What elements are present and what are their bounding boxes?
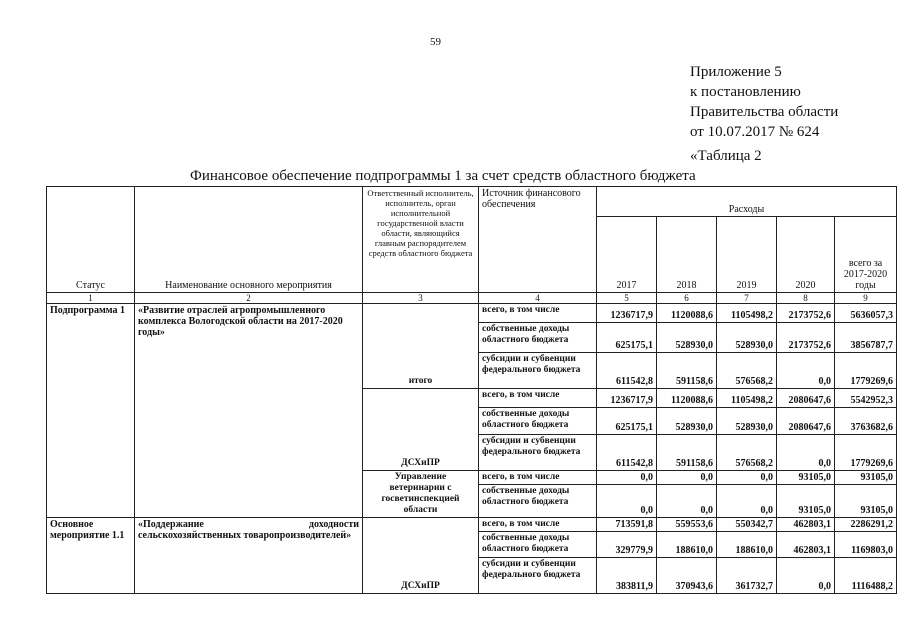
table-row — [47, 304, 897, 323]
value-cell: 625175,1 — [597, 408, 657, 435]
value-cell: 2173752,6 — [777, 304, 835, 323]
header-status: Статус — [47, 187, 135, 293]
appendix-line: Приложение 5 — [690, 64, 782, 80]
value-cell: 93105,0 — [835, 485, 897, 518]
value-cell: 383811,9 — [597, 558, 657, 594]
source-cell: всего, в том числе — [479, 518, 597, 532]
value-cell: 1105498,2 — [717, 304, 777, 323]
value-cell: 591158,6 — [657, 435, 717, 471]
value-cell: 2286291,2 — [835, 518, 897, 532]
value-cell: 0,0 — [777, 558, 835, 594]
financing-table — [46, 186, 897, 594]
value-cell: 576568,2 — [717, 435, 777, 471]
column-number: 7 — [717, 293, 777, 304]
header-expenses: Расходы — [597, 187, 897, 217]
header-source: Источник финансового обеспечения — [479, 187, 597, 293]
header-year: 2020 — [777, 217, 835, 293]
value-cell: 1236717,9 — [597, 389, 657, 408]
value-cell: 528930,0 — [657, 408, 717, 435]
value-cell: 1116488,2 — [835, 558, 897, 594]
value-cell: 0,0 — [597, 471, 657, 485]
column-number: 1 — [47, 293, 135, 304]
header-event-name: Наименование основного мероприятия — [135, 187, 363, 293]
header-total: всего за 2017-2020 годы — [835, 217, 897, 293]
value-cell: 0,0 — [777, 435, 835, 471]
value-cell: 528930,0 — [717, 323, 777, 353]
column-number: 6 — [657, 293, 717, 304]
value-cell: 2080647,6 — [777, 389, 835, 408]
event-name-cell: «Развитие отраслей агропромышленного комплекса Вологодской области на 2017-2020 годы» — [135, 304, 363, 518]
value-cell: 591158,6 — [657, 353, 717, 389]
status-cell: Подпрограмма 1 — [47, 304, 135, 518]
column-number: 5 — [597, 293, 657, 304]
value-cell: 5636057,3 — [835, 304, 897, 323]
page-number: 59 — [430, 36, 441, 48]
value-cell: 329779,9 — [597, 532, 657, 558]
status-cell: Основное мероприятие 1.1 — [47, 518, 135, 594]
source-cell: субсидии и субвенции федерального бюджета — [479, 353, 597, 389]
value-cell: 462803,1 — [777, 532, 835, 558]
header-year: 2018 — [657, 217, 717, 293]
value-cell: 713591,8 — [597, 518, 657, 532]
appendix-line: Правительства области — [690, 104, 839, 120]
appendix-line: к постановлению — [690, 84, 801, 100]
value-cell: 3856787,7 — [835, 323, 897, 353]
value-cell: 528930,0 — [657, 323, 717, 353]
column-number: 9 — [835, 293, 897, 304]
source-cell: всего, в том числе — [479, 389, 597, 408]
value-cell: 0,0 — [657, 485, 717, 518]
value-cell: 611542,8 — [597, 435, 657, 471]
value-cell: 0,0 — [597, 485, 657, 518]
value-cell: 93105,0 — [835, 471, 897, 485]
value-cell: 462803,1 — [777, 518, 835, 532]
value-cell: 3763682,6 — [835, 408, 897, 435]
executor-cell: ДСХиПР — [363, 518, 479, 594]
value-cell: 2080647,6 — [777, 408, 835, 435]
source-cell: всего, в том числе — [479, 471, 597, 485]
source-cell: субсидии и субвенции федерального бюджета — [479, 435, 597, 471]
source-cell: всего, в том числе — [479, 304, 597, 323]
value-cell: 361732,7 — [717, 558, 777, 594]
table-tag: «Таблица 2 — [690, 148, 762, 164]
value-cell: 1779269,6 — [835, 435, 897, 471]
value-cell: 2173752,6 — [777, 323, 835, 353]
value-cell: 1105498,2 — [717, 389, 777, 408]
value-cell: 0,0 — [777, 353, 835, 389]
value-cell: 550342,7 — [717, 518, 777, 532]
header-year: 2019 — [717, 217, 777, 293]
source-cell: собственные доходы областного бюджета — [479, 323, 597, 353]
value-cell: 528930,0 — [717, 408, 777, 435]
executor-cell: итого — [363, 304, 479, 389]
value-cell: 93105,0 — [777, 485, 835, 518]
value-cell: 1236717,9 — [597, 304, 657, 323]
event-name-cell: «Поддержание доходности сельскохозяйственных товаропроизводителей» — [135, 518, 363, 594]
source-cell: собственные доходы областного бюджета — [479, 485, 597, 518]
value-cell: 1120088,6 — [657, 389, 717, 408]
value-cell: 188610,0 — [717, 532, 777, 558]
document-title: Финансовое обеспечение подпрограммы 1 за счет средств областного бюджета — [190, 168, 696, 184]
value-cell: 93105,0 — [777, 471, 835, 485]
column-number: 8 — [777, 293, 835, 304]
source-cell: собственные доходы областного бюджета — [479, 532, 597, 558]
header-year: 2017 — [597, 217, 657, 293]
value-cell: 1120088,6 — [657, 304, 717, 323]
appendix-block — [690, 62, 838, 142]
value-cell: 559553,6 — [657, 518, 717, 532]
table-row — [47, 518, 897, 532]
value-cell: 576568,2 — [717, 353, 777, 389]
value-cell: 1169803,0 — [835, 532, 897, 558]
value-cell: 0,0 — [717, 485, 777, 518]
column-number: 3 — [363, 293, 479, 304]
value-cell: 370943,6 — [657, 558, 717, 594]
header-executor: Ответственный исполнитель, исполнитель, орган исполнительной государственной власти области, являющийся главным распорядителем средств областного бюджета — [363, 187, 479, 293]
executor-cell: Управление ветеринарии с госветинспекцией области — [363, 471, 479, 518]
value-cell: 611542,8 — [597, 353, 657, 389]
column-number: 2 — [135, 293, 363, 304]
value-cell: 625175,1 — [597, 323, 657, 353]
appendix-line: от 10.07.2017 № 624 — [690, 124, 820, 140]
column-number: 4 — [479, 293, 597, 304]
source-cell: субсидии и субвенции федерального бюджета — [479, 558, 597, 594]
source-cell: собственные доходы областного бюджета — [479, 408, 597, 435]
value-cell: 188610,0 — [657, 532, 717, 558]
value-cell: 5542952,3 — [835, 389, 897, 408]
executor-cell: ДСХиПР — [363, 389, 479, 471]
value-cell: 0,0 — [717, 471, 777, 485]
value-cell: 0,0 — [657, 471, 717, 485]
value-cell: 1779269,6 — [835, 353, 897, 389]
